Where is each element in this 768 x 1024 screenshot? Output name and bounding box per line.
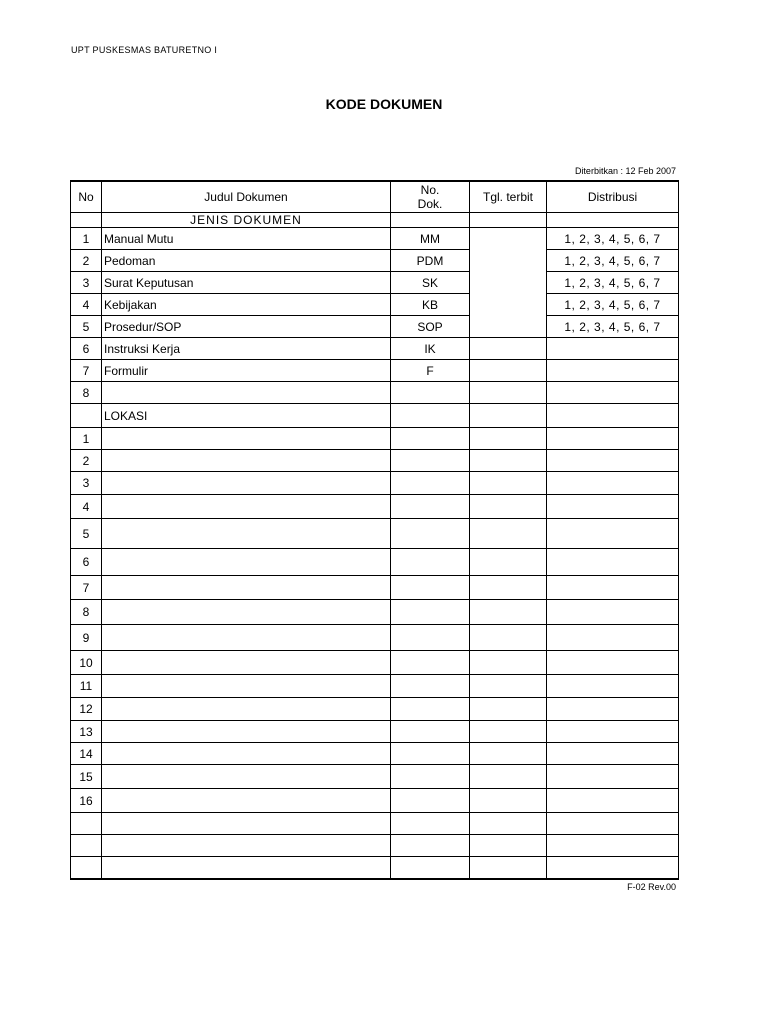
- table-row: [71, 743, 679, 765]
- row-number: [71, 857, 102, 879]
- section-label-jenis: JENIS DOKUMEN: [102, 213, 391, 228]
- table-cell: [71, 404, 102, 428]
- distribution: [547, 600, 679, 625]
- table-row: [71, 250, 679, 272]
- column-header-doc-number: No. Dok.: [391, 181, 470, 213]
- row-number: 1: [71, 228, 102, 250]
- table-row: [71, 625, 679, 651]
- table-cell: [71, 213, 102, 228]
- location-title: [102, 813, 391, 835]
- section-row-lokasi: [71, 404, 679, 428]
- document-code: [391, 495, 470, 519]
- distribution: [547, 519, 679, 549]
- row-number: 13: [71, 721, 102, 743]
- document-code: KB: [391, 294, 470, 316]
- table-row: [71, 675, 679, 698]
- distribution: [547, 765, 679, 789]
- column-header-title: Judul Dokumen: [102, 181, 391, 213]
- section-label-lokasi: LOKASI: [102, 404, 391, 428]
- table-cell: [470, 213, 547, 228]
- distribution: [547, 675, 679, 698]
- table-cell: [391, 404, 470, 428]
- table-row: [71, 651, 679, 675]
- location-title: [102, 857, 391, 879]
- document-title: Instruksi Kerja: [102, 338, 391, 360]
- document-title: [102, 382, 391, 404]
- issue-date-cell: [470, 721, 547, 743]
- location-title: [102, 576, 391, 600]
- distribution: [547, 813, 679, 835]
- location-title: [102, 428, 391, 450]
- document-title: Formulir: [102, 360, 391, 382]
- distribution: 1, 2, 3, 4, 5, 6, 7: [547, 316, 679, 338]
- distribution: [547, 549, 679, 576]
- issue-date-cell: [470, 600, 547, 625]
- table-row: [71, 789, 679, 813]
- table-row: [71, 382, 679, 404]
- row-number: 11: [71, 675, 102, 698]
- table-row: [71, 519, 679, 549]
- document-title: Prosedur/SOP: [102, 316, 391, 338]
- distribution: [547, 495, 679, 519]
- document-code: F: [391, 360, 470, 382]
- column-header-no: No: [71, 181, 102, 213]
- document-code: [391, 576, 470, 600]
- table-row: [71, 721, 679, 743]
- distribution: 1, 2, 3, 4, 5, 6, 7: [547, 272, 679, 294]
- row-number: 8: [71, 382, 102, 404]
- document-code: [391, 675, 470, 698]
- table-cell: [391, 213, 470, 228]
- table-row: [71, 360, 679, 382]
- issue-date-cell: [470, 813, 547, 835]
- row-number: 5: [71, 519, 102, 549]
- table-cell: [547, 213, 679, 228]
- document-code: IK: [391, 338, 470, 360]
- issue-date-cell: [470, 698, 547, 721]
- document-title: Kebijakan: [102, 294, 391, 316]
- location-title: [102, 651, 391, 675]
- row-number: 7: [71, 576, 102, 600]
- distribution: [547, 625, 679, 651]
- table-row: [71, 698, 679, 721]
- location-title: [102, 450, 391, 472]
- row-number: 2: [71, 250, 102, 272]
- document-code: MM: [391, 228, 470, 250]
- issue-date-cell: [470, 625, 547, 651]
- location-title: [102, 495, 391, 519]
- issue-date-cell: [470, 228, 547, 338]
- row-number: 6: [71, 338, 102, 360]
- distribution: [547, 576, 679, 600]
- table-row: [71, 600, 679, 625]
- row-number: 1: [71, 428, 102, 450]
- table-row: [71, 428, 679, 450]
- column-header-distribution: Distribusi: [547, 181, 679, 213]
- document-code: PDM: [391, 250, 470, 272]
- document-code: [391, 651, 470, 675]
- table-body: [71, 213, 679, 879]
- column-header-issue-date: Tgl. terbit: [470, 181, 547, 213]
- row-number: [71, 835, 102, 857]
- row-number: 3: [71, 472, 102, 495]
- table-row: [71, 450, 679, 472]
- table-row: [71, 272, 679, 294]
- location-title: [102, 625, 391, 651]
- form-code: F-02 Rev.00: [627, 882, 676, 892]
- document-code: [391, 789, 470, 813]
- issue-date-cell: [470, 743, 547, 765]
- document-code: SOP: [391, 316, 470, 338]
- document-code: [391, 428, 470, 450]
- issue-date-cell: [470, 576, 547, 600]
- organization-name: UPT PUSKESMAS BATURETNO I: [71, 45, 218, 55]
- location-title: [102, 519, 391, 549]
- table-row: [71, 495, 679, 519]
- document-code: [391, 519, 470, 549]
- table-row: [71, 857, 679, 879]
- location-title: [102, 765, 391, 789]
- row-number: 2: [71, 450, 102, 472]
- issue-date-cell: [470, 675, 547, 698]
- table-row: [71, 835, 679, 857]
- row-number: 5: [71, 316, 102, 338]
- location-title: [102, 698, 391, 721]
- location-title: [102, 835, 391, 857]
- row-number: 9: [71, 625, 102, 651]
- issue-date-cell: [470, 360, 547, 382]
- issue-date-cell: [470, 472, 547, 495]
- issue-date-cell: [470, 519, 547, 549]
- document-title: Surat Keputusan: [102, 272, 391, 294]
- location-title: [102, 721, 391, 743]
- document-code: [391, 698, 470, 721]
- row-number: 3: [71, 272, 102, 294]
- table-row: [71, 294, 679, 316]
- distribution: [547, 835, 679, 857]
- issue-date-cell: [470, 789, 547, 813]
- row-number: 12: [71, 698, 102, 721]
- distribution: [547, 651, 679, 675]
- issue-date-cell: [470, 382, 547, 404]
- document-code: [391, 721, 470, 743]
- document-code: [391, 813, 470, 835]
- distribution: [547, 428, 679, 450]
- document-code: [391, 600, 470, 625]
- location-title: [102, 789, 391, 813]
- row-number: 4: [71, 294, 102, 316]
- distribution: 1, 2, 3, 4, 5, 6, 7: [547, 294, 679, 316]
- document-title: Manual Mutu: [102, 228, 391, 250]
- document-code: [391, 382, 470, 404]
- page-title: KODE DOKUMEN: [325, 96, 443, 112]
- table-row: [71, 228, 679, 250]
- distribution: [547, 698, 679, 721]
- table-row: [71, 813, 679, 835]
- table-cell: [547, 404, 679, 428]
- issue-date-cell: [470, 765, 547, 789]
- row-number: 6: [71, 549, 102, 576]
- document-code: SK: [391, 272, 470, 294]
- document-code: [391, 835, 470, 857]
- distribution: [547, 789, 679, 813]
- document-code: [391, 743, 470, 765]
- issue-date-cell: [470, 338, 547, 360]
- location-title: [102, 600, 391, 625]
- row-number: 16: [71, 789, 102, 813]
- section-row-jenis: [71, 213, 679, 228]
- issue-date-cell: [470, 428, 547, 450]
- distribution: [547, 382, 679, 404]
- table-row: [71, 549, 679, 576]
- table-cell: [470, 404, 547, 428]
- row-number: [71, 813, 102, 835]
- distribution: [547, 743, 679, 765]
- issue-date-cell: [470, 495, 547, 519]
- row-number: 10: [71, 651, 102, 675]
- distribution: 1, 2, 3, 4, 5, 6, 7: [547, 228, 679, 250]
- location-title: [102, 549, 391, 576]
- distribution: [547, 450, 679, 472]
- row-number: 14: [71, 743, 102, 765]
- document-code: [391, 765, 470, 789]
- document-title: Pedoman: [102, 250, 391, 272]
- row-number: 8: [71, 600, 102, 625]
- issue-date-cell: [470, 651, 547, 675]
- table-row: [71, 765, 679, 789]
- issue-date-cell: [470, 549, 547, 576]
- distribution: [547, 857, 679, 879]
- issued-date: Diterbitkan : 12 Feb 2007: [574, 166, 676, 176]
- row-number: 15: [71, 765, 102, 789]
- table-row: [71, 576, 679, 600]
- row-number: 4: [71, 495, 102, 519]
- row-number: 7: [71, 360, 102, 382]
- location-title: [102, 743, 391, 765]
- document-code: [391, 450, 470, 472]
- issue-date-cell: [470, 835, 547, 857]
- distribution: [547, 721, 679, 743]
- document-code-table: [70, 180, 679, 880]
- distribution: [547, 338, 679, 360]
- table-header-row: [71, 181, 679, 213]
- table-row: [71, 316, 679, 338]
- table-row: [71, 338, 679, 360]
- table-row: [71, 472, 679, 495]
- issue-date-cell: [470, 450, 547, 472]
- document-code: [391, 472, 470, 495]
- document-code: [391, 857, 470, 879]
- distribution: [547, 472, 679, 495]
- distribution: 1, 2, 3, 4, 5, 6, 7: [547, 250, 679, 272]
- location-title: [102, 472, 391, 495]
- document-code: [391, 549, 470, 576]
- location-title: [102, 675, 391, 698]
- distribution: [547, 360, 679, 382]
- issue-date-cell: [470, 857, 547, 879]
- document-code: [391, 625, 470, 651]
